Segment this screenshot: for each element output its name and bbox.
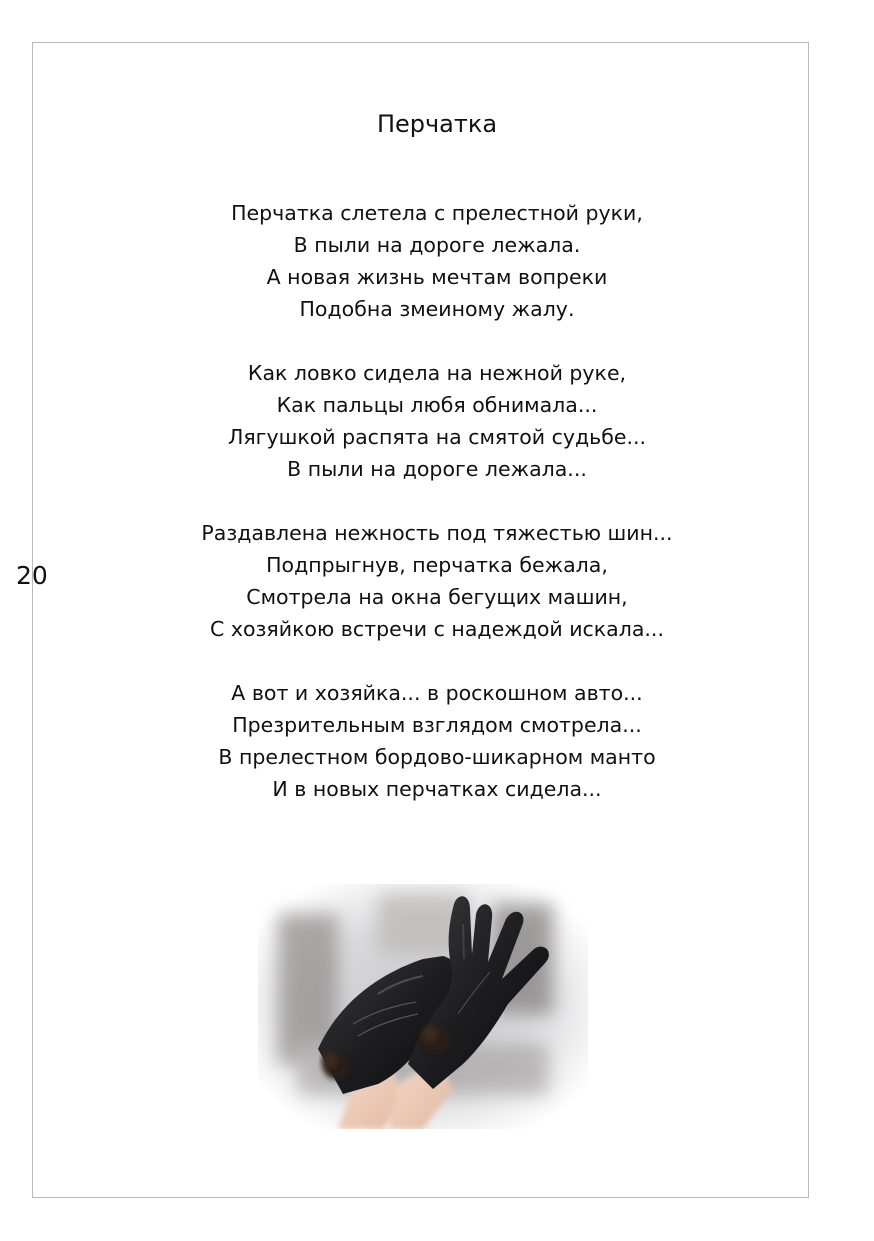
stanza [32,677,842,805]
stanza [32,357,842,485]
poem-line: Лягушкой распята на смятой судьбе... [227,425,647,449]
stanza [32,197,842,325]
poem-line: А новая жизнь мечтам вопреки [266,265,608,289]
poem-line: Смотрела на окна бегущих машин, [246,585,628,609]
gloves-image [258,884,588,1129]
poem-line: А вот и хозяйка... в роскошном авто... [231,681,643,705]
poem-line: С хозяйкою встречи с надеждой искала... [210,617,664,641]
poem-body [32,197,842,837]
poem-line: Перчатка слетела с прелестной руки, [231,201,643,225]
poem-line: Как пальцы любя обнимала... [276,393,598,417]
page-number: 20 [16,561,48,590]
stanza [32,517,842,645]
poem-line: Подпрыгнув, перчатка бежала, [266,553,608,577]
poem-line: В прелестном бордово-шикарном манто [218,745,656,769]
poem-line: Презрительным взглядом смотрела... [232,713,642,737]
poem-line: Подобна змеиному жалу. [299,297,575,321]
gloves-illustration [258,884,588,1129]
poem-line: В пыли на дороге лежала. [293,233,581,257]
poem-line: И в новых перчатках сидела... [272,777,602,801]
poem-line: В пыли на дороге лежала... [287,457,587,481]
poem-title: Перчатка [376,110,498,138]
poem-line: Как ловко сидела на нежной руке, [247,361,627,385]
poem-line: Раздавлена нежность под тяжестью шин... [201,521,673,545]
